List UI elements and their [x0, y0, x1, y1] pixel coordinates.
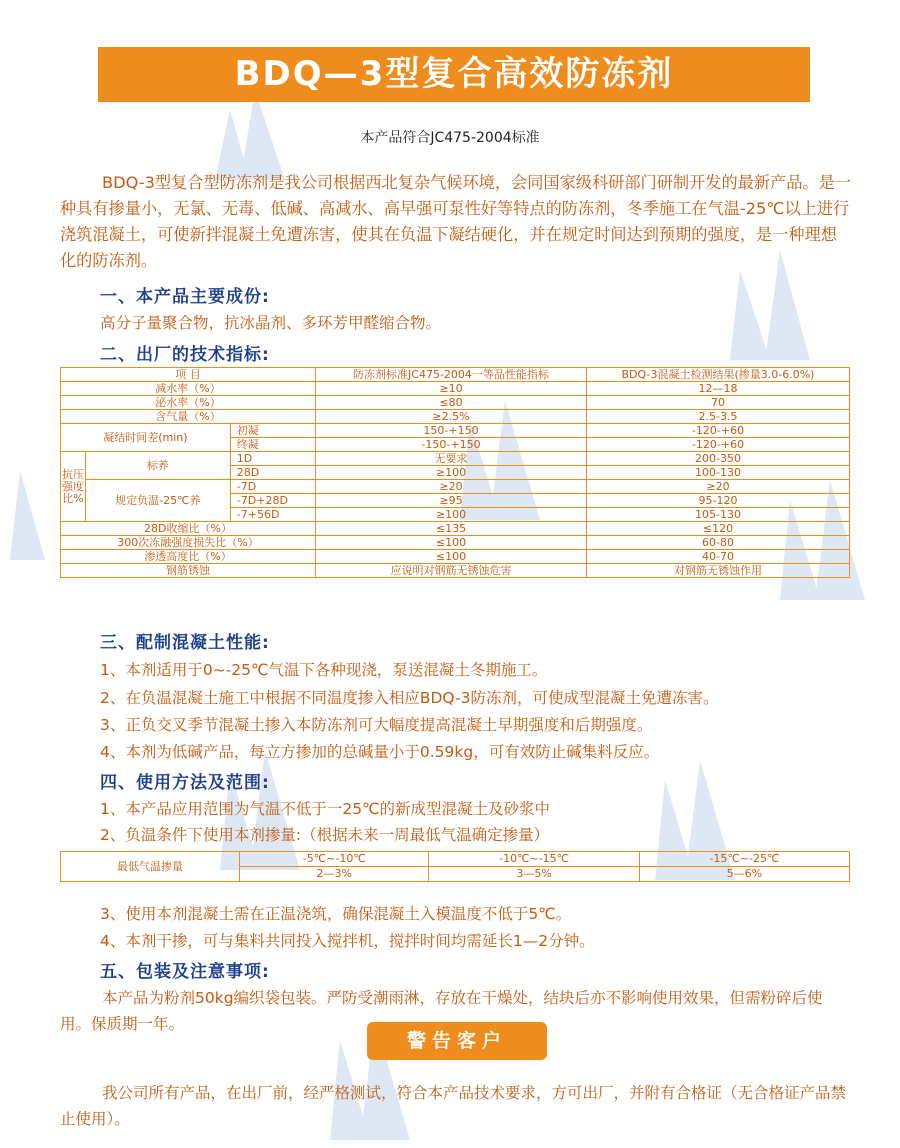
- row-std: ≥95: [316, 494, 587, 508]
- row-item: 含气量（%）: [61, 410, 316, 424]
- row-std: ≥10: [316, 382, 587, 396]
- row-result: -120-+60: [587, 424, 850, 438]
- row-result: 40-70: [587, 550, 850, 564]
- row-age: 1D: [230, 452, 315, 466]
- dosage-label: 最低气温掺量: [61, 852, 240, 882]
- warning-badge: 警告客户: [367, 1022, 547, 1060]
- table-row: [61, 564, 850, 578]
- row-result: 200-350: [587, 452, 850, 466]
- table-row: [61, 536, 850, 550]
- row-item: 300次冻融强度损失比（%）: [61, 536, 316, 550]
- row-std: -150-+150: [316, 438, 587, 452]
- intro-paragraph: BDQ-3型复合型防冻剂是我公司根据西北复杂气候环境，会同国家级科研部门研制开发的最新产品。是一种具有掺量小，无氯、无毒、低碱、高减水、高早强可泵性好等特点的防冻剂，冬季施工在气温-25℃以上进行浇筑混凝土，可使新拌混凝土免遭冻害，使其在负温下凝结硬化，并在规定时间达到预期的强度，是一种理想化的防冻剂。: [60, 173, 851, 270]
- table-row: [61, 424, 850, 438]
- row-result: 60-80: [587, 536, 850, 550]
- row-std: ≤80: [316, 396, 587, 410]
- row-result: 对钢筋无锈蚀作用: [587, 564, 850, 578]
- section4-item: 2、负温条件下使用本剂掺量:（根据未来一周最低气温确定掺量）: [100, 826, 550, 844]
- section5-heading: 五、包装及注意事项:: [100, 962, 270, 982]
- row-std: 无要求: [316, 452, 587, 466]
- section2-heading: 二、出厂的技术指标:: [100, 345, 270, 365]
- row-result: 70: [587, 396, 850, 410]
- row-sub: 初凝: [230, 424, 315, 438]
- col-result-header: BDQ-3混凝土检测结果(掺量3.0-6.0%): [587, 368, 850, 382]
- row-age: -7+56D: [230, 508, 315, 522]
- warning-text: 我公司所有产品，在出厂前，经严格测试，符合本产品技术要求，方可出厂，并附有合格证（无合格证产品禁止使用）。: [60, 1084, 847, 1128]
- table-row: [61, 410, 850, 424]
- row-result: -120-+60: [587, 438, 850, 452]
- std-cure-label: 标养: [85, 452, 230, 480]
- row-age: -7D+28D: [230, 494, 315, 508]
- row-std: 150-+150: [316, 424, 587, 438]
- row-age: -7D: [230, 480, 315, 494]
- col-item-header: 项 目: [61, 368, 316, 382]
- row-result: 95-120: [587, 494, 850, 508]
- col-std-header: 防冻剂标准JC475-2004一等品性能指标: [316, 368, 587, 382]
- row-item: 泌水率（%）: [61, 396, 316, 410]
- row-result: ≥20: [587, 480, 850, 494]
- temp-range: -15℃~-25℃: [639, 852, 849, 867]
- section1-text: 高分子量聚合物，抗冰晶剂、多环芳甲醛缩合物。: [100, 314, 442, 332]
- table-row: [61, 522, 850, 536]
- section3-item: 4、本剂为低碱产品，每立方掺加的总碱量小于0.59kg，可有效防止碱集料反应。: [100, 743, 660, 761]
- section5-text: 本产品为粉剂50kg编织袋包装。严防受潮雨淋，存放在干燥处，结块后亦不影响使用效果，但需粉碎后使用。保质期一年。: [60, 989, 823, 1033]
- row-std: ≥20: [316, 480, 587, 494]
- section3-item: 1、本剂适用于0~-25℃气温下各种现浇，泵送混凝土冬期施工。: [100, 661, 548, 679]
- row-result: 100-130: [587, 466, 850, 480]
- neg-cure-label: 规定负温-25℃养: [85, 480, 230, 522]
- dose-range: 2—3%: [240, 867, 429, 882]
- section3-heading: 三、配制混凝土性能:: [100, 633, 270, 653]
- set-time-label: 凝结时间差(min): [61, 424, 231, 452]
- row-std: 应说明对钢筋无锈蚀危害: [316, 564, 587, 578]
- row-age: 28D: [230, 466, 315, 480]
- row-result: 12—18: [587, 382, 850, 396]
- dosage-table: [60, 851, 850, 882]
- row-result: 105-130: [587, 508, 850, 522]
- row-sub: 终凝: [230, 438, 315, 452]
- section1-heading: 一、本产品主要成份:: [100, 287, 270, 307]
- row-std: ≤135: [316, 522, 587, 536]
- row-item: 钢筋锈蚀: [61, 564, 316, 578]
- row-std: ≤100: [316, 536, 587, 550]
- table-row: [61, 550, 850, 564]
- standard-note: 本产品符合JC475-2004标准: [360, 130, 540, 146]
- row-item: 28D收缩比（%）: [61, 522, 316, 536]
- section4-item: 4、本剂干掺，可与集料共同投入搅拌机，搅拌时间均需延长1—2分钟。: [100, 932, 595, 950]
- table-row: [61, 480, 850, 494]
- row-std: ≥100: [316, 508, 587, 522]
- row-result: ≤120: [587, 522, 850, 536]
- page-title: BDQ—3型复合高效防冻剂: [98, 47, 810, 102]
- row-std: ≥2.5%: [316, 410, 587, 424]
- section4-item: 3、使用本剂混凝土需在正温浇筑，确保混凝土入模温度不低于5℃。: [100, 905, 572, 923]
- row-std: ≤100: [316, 550, 587, 564]
- section4-item: 1、本产品应用范围为气温不低于一25℃的新成型混凝土及砂浆中: [100, 800, 550, 818]
- row-result: 2.5-3.5: [587, 410, 850, 424]
- row-item: 减水率（%）: [61, 382, 316, 396]
- table-row: [61, 452, 850, 466]
- dose-range: 5—6%: [639, 867, 849, 882]
- table-row: [61, 396, 850, 410]
- section3-item: 2、在负温混凝土施工中根据不同温度掺入相应BDQ-3防冻剂，可使成型混凝土免遭冻害。: [100, 689, 719, 707]
- table-row: [61, 382, 850, 396]
- row-std: ≥100: [316, 466, 587, 480]
- section4-heading: 四、使用方法及范围:: [100, 773, 270, 793]
- section3-item: 3、正负交叉季节混凝土掺入本防冻剂可大幅度提高混凝土早期强度和后期强度。: [100, 716, 653, 734]
- temp-range: -5℃~-10℃: [240, 852, 429, 867]
- row-item: 渗透高度比（%）: [61, 550, 316, 564]
- strength-label: 抗压强度比%: [61, 452, 86, 522]
- dose-range: 3—5%: [429, 867, 639, 882]
- spec-table: [60, 367, 850, 578]
- temp-range: -10℃~-15℃: [429, 852, 639, 867]
